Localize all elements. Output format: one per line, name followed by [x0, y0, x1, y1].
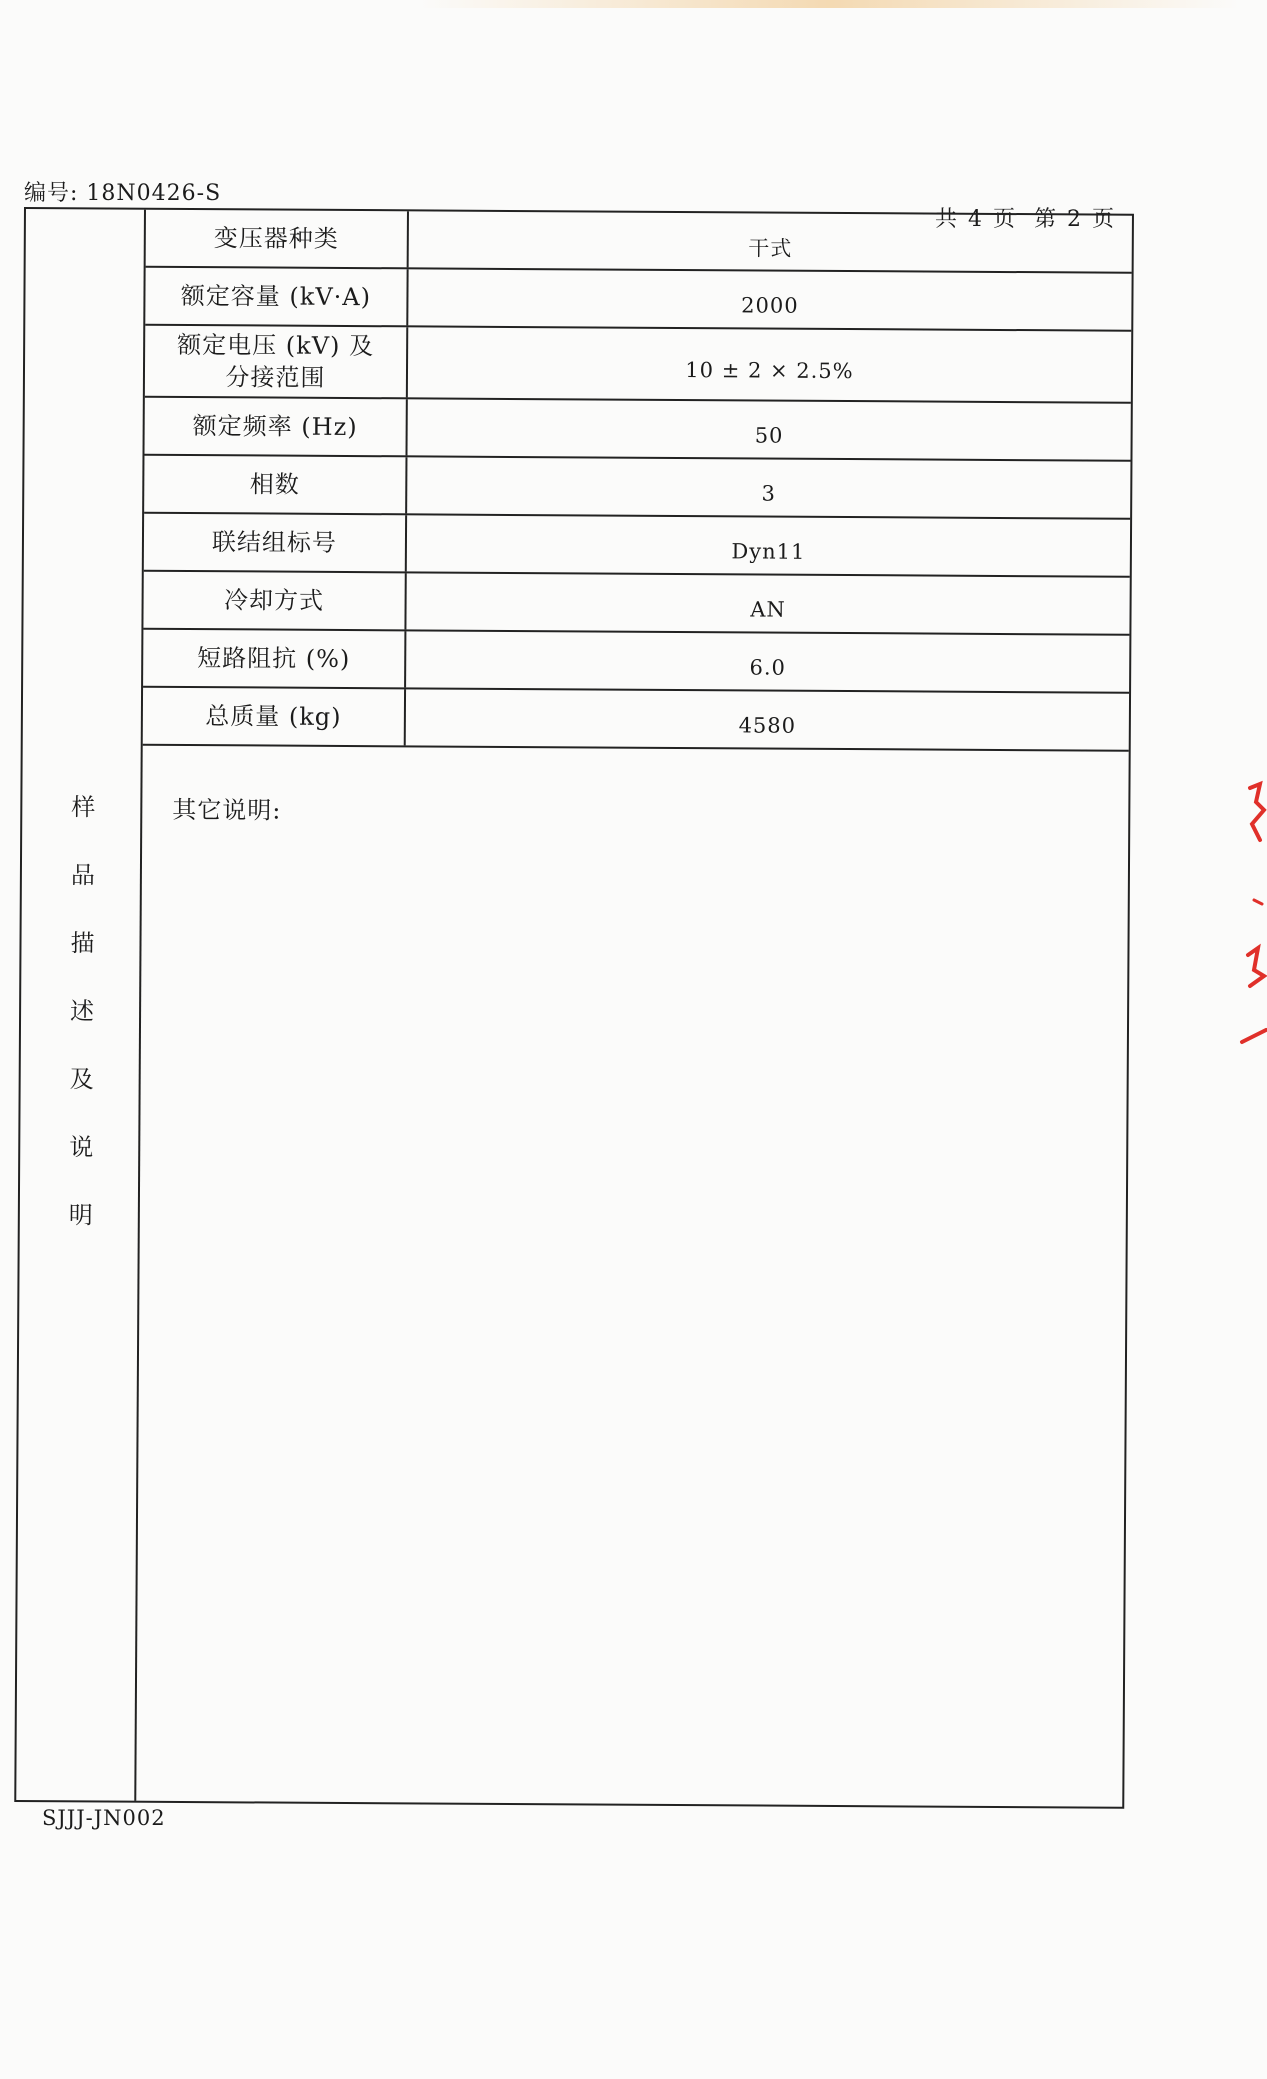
red-seal-fragment [1238, 780, 1267, 1060]
param-label: 短路阻抗 (%) [143, 630, 406, 688]
side-label [66, 792, 99, 1268]
param-value: 4580 [738, 713, 797, 738]
param-value: Dyn11 [731, 539, 806, 564]
param-label: 变压器种类 [146, 210, 409, 268]
side-label-char: 明 [68, 1201, 93, 1230]
param-value: 6.0 [749, 655, 786, 680]
side-column [16, 209, 146, 1801]
table-row [144, 514, 1130, 578]
side-label-char: 样 [71, 793, 96, 822]
param-label: 额定电压 (kV) 及 分接范围 [145, 326, 408, 398]
side-label-char: 描 [70, 929, 95, 958]
page-total: 共 4 页 [935, 207, 1017, 232]
side-label-char: 说 [69, 1133, 94, 1162]
table-row [146, 210, 1132, 274]
param-value: 2000 [741, 293, 799, 318]
param-value: AN [750, 597, 786, 622]
param-value: 3 [761, 481, 777, 506]
param-value: 干式 [748, 236, 793, 261]
sample-description-table [14, 207, 1134, 1809]
table-row [144, 456, 1130, 520]
table-row [143, 688, 1129, 752]
other-notes-label: 其它说明: [172, 795, 282, 825]
param-label: 冷却方式 [143, 572, 406, 630]
table-row [144, 398, 1130, 462]
param-label: 额定频率 (Hz) [144, 398, 407, 456]
param-value: 50 [754, 423, 784, 448]
side-label-char: 及 [69, 1065, 94, 1094]
table-row [145, 268, 1131, 332]
page-current: 第 2 页 [1033, 207, 1116, 232]
param-label: 总质量 (kg) [143, 688, 406, 746]
table-row [143, 630, 1129, 694]
table-row [145, 326, 1131, 404]
param-label: 相数 [144, 456, 407, 514]
side-label-char: 述 [70, 997, 95, 1026]
param-value: 10 ± 2 × 2.5% [685, 358, 854, 384]
table-row [143, 572, 1129, 636]
form-code: SJJJ-JN002 [42, 1806, 166, 1830]
param-label: 额定容量 (kV·A) [145, 268, 408, 326]
side-label-char: 品 [70, 861, 96, 890]
parameter-table [143, 210, 1132, 752]
page-edge-tint [420, 0, 1240, 8]
document-number: 编号: 18N0426-S [24, 181, 222, 206]
param-label: 联结组标号 [144, 514, 407, 572]
